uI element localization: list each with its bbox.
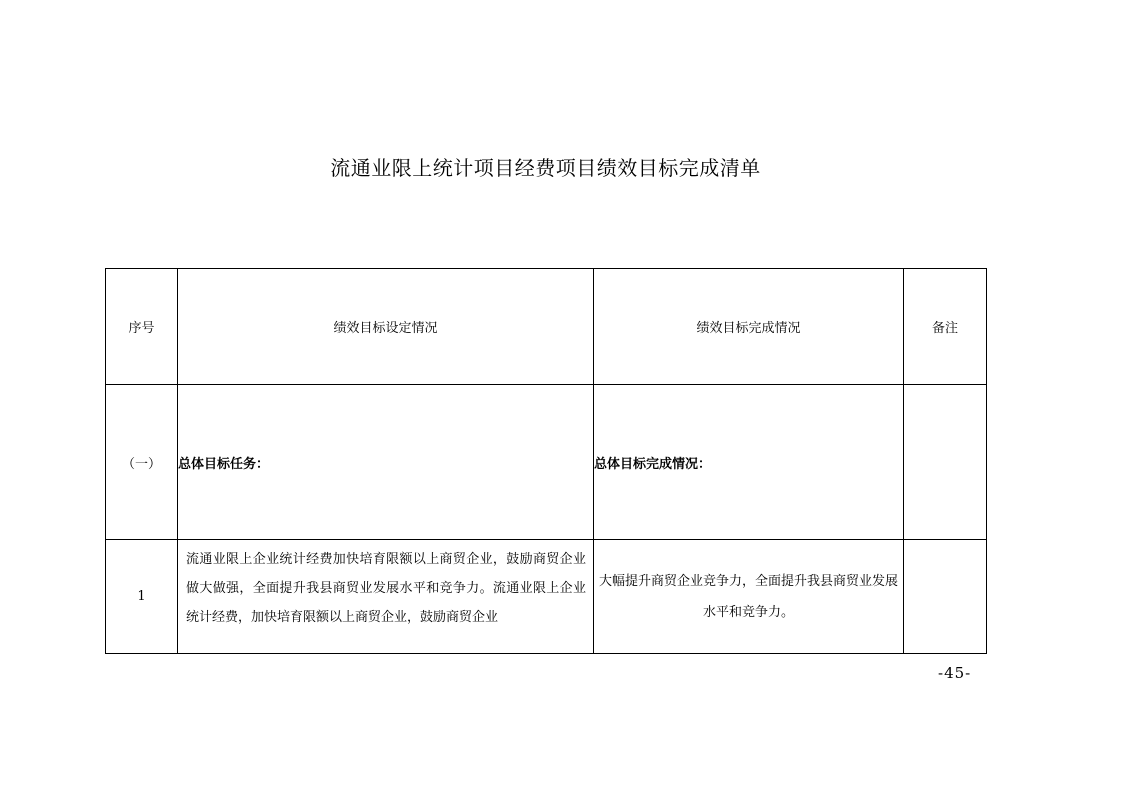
header-remarks: 备注 bbox=[904, 269, 987, 385]
performance-table bbox=[105, 268, 987, 654]
section-row bbox=[106, 385, 987, 540]
document-title: 流通业限上统计项目经费项目绩效目标完成清单 bbox=[330, 156, 761, 180]
row-target-setting-cell bbox=[178, 540, 594, 654]
table-header-row bbox=[106, 269, 987, 385]
table-row bbox=[106, 540, 987, 654]
section-remarks bbox=[904, 385, 987, 540]
row-target-setting: 流通业限上企业统计经费加快培育限额以上商贸企业，鼓励商贸企业做大做强，全面提升我县商贸业发展水平和竞争力。流通业限上企业统计经费，加快培育限额以上商贸企业，鼓励商贸企业 bbox=[186, 552, 586, 625]
section-seq: （一） bbox=[106, 385, 178, 540]
page-number: -45- bbox=[938, 664, 972, 682]
row-target-completion: 大幅提升商贸企业竞争力，全面提升我县商贸业发展水平和竞争力。 bbox=[594, 540, 904, 654]
header-target-setting: 绩效目标设定情况 bbox=[178, 269, 594, 385]
section-target-setting: 总体目标任务： bbox=[178, 385, 594, 540]
section-target-completion: 总体目标完成情况： bbox=[594, 385, 904, 540]
row-remarks bbox=[904, 540, 987, 654]
header-seq: 序号 bbox=[106, 269, 178, 385]
row-seq: 1 bbox=[106, 540, 178, 654]
header-target-completion: 绩效目标完成情况 bbox=[594, 269, 904, 385]
